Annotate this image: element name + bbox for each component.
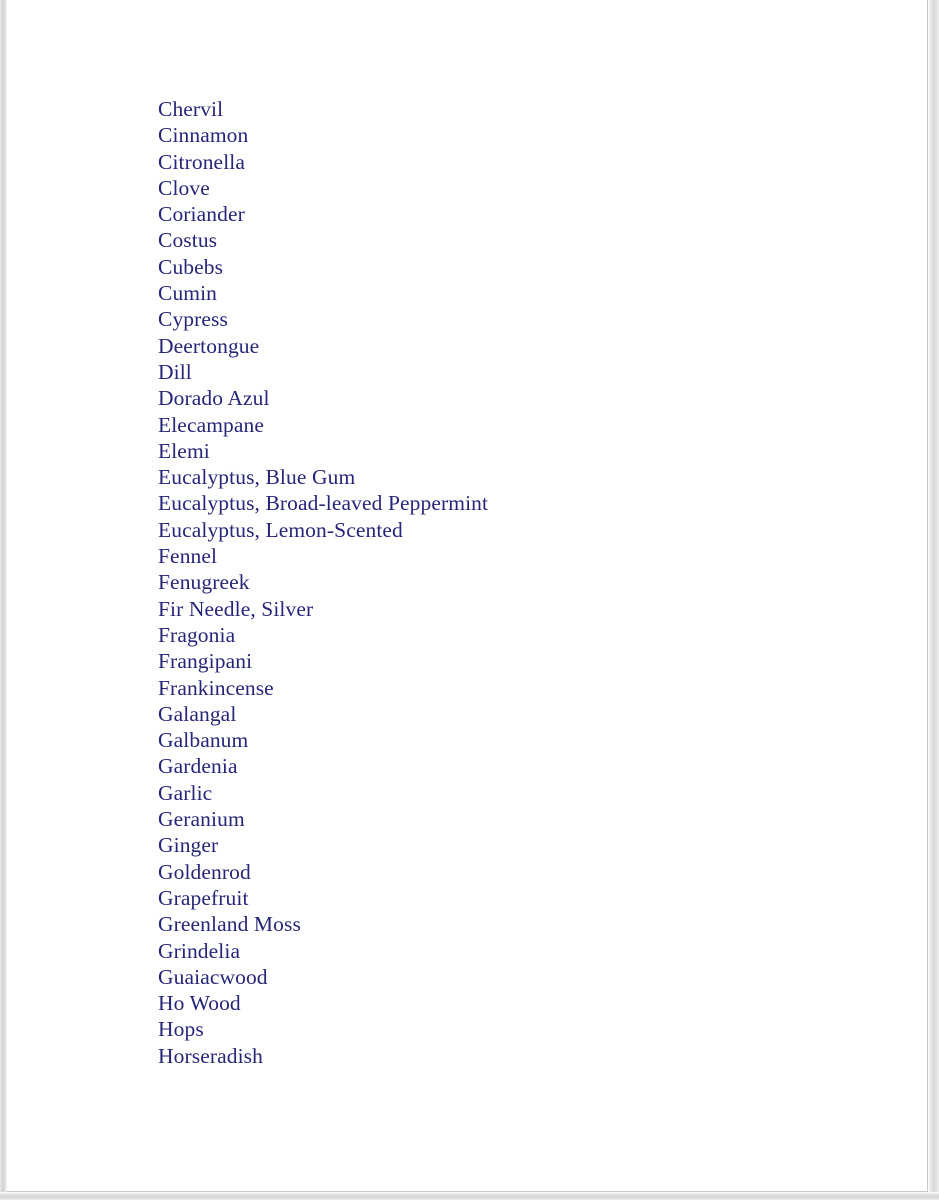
list-item: Chervil (158, 97, 224, 121)
list-item: Frangipani (158, 649, 253, 674)
list-item: Elecampane (158, 412, 265, 437)
list-item: Horseradish (158, 1043, 263, 1068)
list-item: Fir Needle, Silver (158, 596, 314, 621)
list-item: Goldenrod (158, 859, 251, 884)
list-item: Garlic (158, 780, 213, 805)
list-item: Costus (158, 228, 218, 253)
list-item: Eucalyptus, Broad-leaved Peppermint (158, 491, 489, 516)
list-item: Grindelia (158, 938, 241, 963)
list-item: Greenland Moss (158, 912, 301, 937)
list-item: Dill (158, 359, 192, 384)
list-item: Dorado Azul (158, 386, 270, 411)
list-item: Guaiacwood (158, 964, 268, 989)
list-item: Elemi (158, 438, 210, 463)
list-item: Gardenia (158, 754, 238, 779)
list-item: Coriander (158, 202, 245, 227)
list-item: Clove (158, 175, 210, 200)
page-gutter-right (928, 0, 939, 1200)
list-item: Cubebs (158, 254, 224, 279)
list-item: Geranium (158, 807, 245, 832)
list-item: Cinnamon (158, 123, 249, 148)
list-item: Grapefruit (158, 885, 249, 910)
list-item: Galbanum (158, 728, 249, 753)
document-page (7, 0, 928, 1192)
list-item: Ho Wood (158, 991, 241, 1016)
list-item: Eucalyptus, Blue Gum (158, 465, 356, 490)
list-item: Cumin (158, 281, 218, 306)
page-gutter-bottom (0, 1192, 939, 1200)
list-item: Ginger (158, 833, 219, 858)
list-item: Galangal (158, 701, 237, 726)
list-item: Cypress (158, 307, 228, 332)
list-item: Fragonia (158, 622, 236, 647)
list-item: Fennel (158, 544, 218, 569)
list-item: Eucalyptus, Lemon-Scented (158, 517, 403, 542)
list-item: Deertongue (158, 333, 260, 358)
list-item: Hops (158, 1017, 204, 1042)
list-item: Frankincense (158, 675, 274, 700)
list-item: Fenugreek (158, 570, 250, 595)
oil-list (158, 96, 858, 1069)
list-item: Citronella (158, 149, 245, 174)
